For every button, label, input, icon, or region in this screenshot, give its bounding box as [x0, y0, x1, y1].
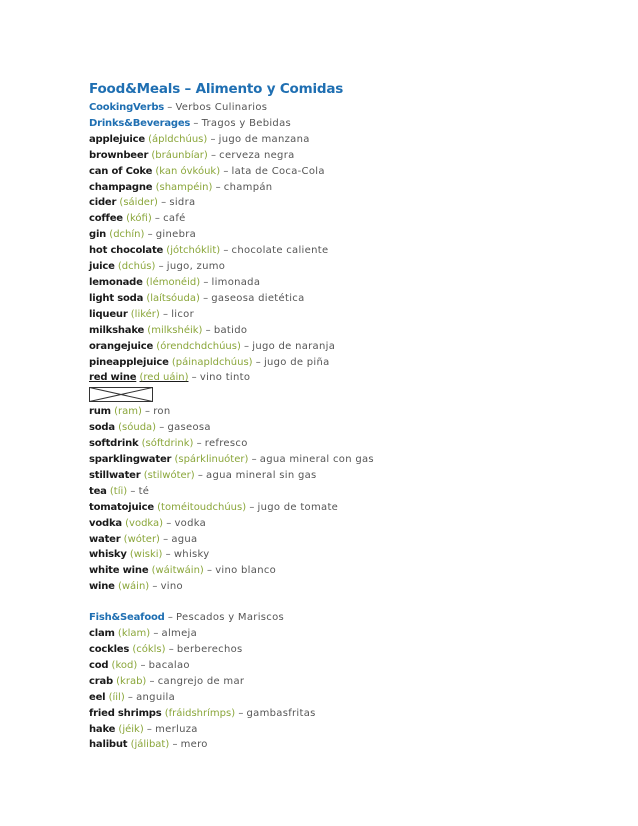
vocab-entry: [89, 227, 609, 243]
vocab-entry: [89, 563, 609, 579]
separator: –: [223, 165, 229, 177]
vocab-translation: vino: [160, 581, 183, 593]
separator: –: [167, 102, 173, 113]
vocab-translation: sidra: [169, 197, 196, 209]
separator: –: [197, 469, 203, 481]
vocab-translation: limonada: [211, 276, 261, 288]
vocab-term: orangejuice: [89, 340, 154, 352]
vocab-pronunciation: (órendchdchúus): [156, 340, 241, 352]
vocab-term: rum: [89, 406, 111, 418]
vocab-translation: almeja: [161, 628, 198, 640]
section-translation: Verbos Culinarios: [175, 102, 268, 113]
vocab-translation: gambasfritas: [246, 707, 316, 719]
vocab-translation: vino tinto: [199, 372, 251, 384]
vocab-entry: [89, 180, 609, 196]
separator: –: [165, 549, 171, 561]
vocab-term: white wine: [89, 565, 149, 577]
vocab-pronunciation: (páinapldchúus): [171, 356, 253, 368]
vocab-pronunciation: (jéik): [118, 723, 144, 735]
separator: –: [203, 292, 209, 304]
vocab-translation: berberechos: [176, 644, 243, 655]
separator: –: [147, 229, 153, 241]
vocab-entry: [89, 195, 609, 211]
separator: –: [149, 675, 155, 687]
vocab-term: soda: [89, 422, 115, 434]
vocab-pronunciation: (kan óvkóuk): [155, 165, 221, 177]
vocab-entry: [89, 148, 609, 164]
separator: –: [210, 149, 216, 161]
vocab-entry: [89, 355, 609, 371]
separator: –: [153, 628, 159, 640]
vocab-pronunciation: (dchín): [109, 229, 145, 241]
vocab-translation: agua mineral sin gas: [206, 469, 317, 481]
vocab-term: water: [89, 533, 121, 545]
vocab-term: milkshake: [89, 324, 145, 336]
vocab-entry: [89, 706, 609, 722]
fish-list: [89, 626, 609, 753]
separator: –: [238, 707, 244, 719]
vocab-term: stillwater: [89, 469, 141, 481]
vocab-entry: [89, 164, 609, 180]
vocab-translation: gaseosa dietética: [211, 292, 305, 304]
vocab-term: cockles: [89, 644, 130, 655]
separator: –: [191, 372, 197, 384]
vocab-translation: vino blanco: [215, 565, 277, 577]
separator: –: [140, 659, 146, 671]
vocab-term: champagne: [89, 181, 153, 193]
vocab-pronunciation: (dchús): [117, 261, 156, 273]
vocab-pronunciation: (fráidshrímps): [164, 707, 236, 719]
vocab-entry: [89, 404, 609, 420]
section-fish-seafood[interactable]: [89, 610, 609, 626]
vocab-translation: bacalao: [148, 659, 190, 671]
separator: –: [210, 133, 216, 145]
vocab-term: gin: [89, 229, 107, 241]
vocab-pronunciation: (tíi): [109, 485, 128, 497]
vocab-entry: [89, 259, 609, 275]
separator: –: [166, 517, 172, 529]
vocab-term: can of Coke: [89, 165, 153, 177]
vocab-pronunciation: (kófi): [126, 213, 152, 225]
vocab-term: juice: [89, 261, 115, 273]
section-translation: Tragos y Bebidas: [201, 117, 292, 129]
vocab-pronunciation: (wáitwáin): [151, 565, 204, 577]
vocab-entry: [89, 500, 609, 516]
vocab-entry: [89, 532, 609, 548]
vocab-term: tea: [89, 485, 107, 497]
section-term: Drinks&Beverages: [89, 117, 191, 129]
vocab-translation: jugo de manzana: [218, 133, 310, 145]
vocab-translation: cangrejo de mar: [157, 675, 245, 687]
section-translation: Pescados y Mariscos: [176, 612, 285, 624]
vocab-entry: [89, 339, 609, 355]
vocab-pronunciation: (krab): [116, 675, 147, 687]
vocab-pronunciation: (ápldchúus): [148, 133, 208, 145]
vocab-term: sparklingwater: [89, 454, 172, 466]
vocab-term: tomatojuice: [89, 501, 154, 513]
vocab-term: brownbeer: [89, 149, 149, 161]
vocab-term: softdrink: [89, 438, 139, 450]
separator: –: [168, 644, 174, 655]
vocab-translation: licor: [171, 308, 194, 320]
separator: –: [161, 197, 167, 209]
vocab-pronunciation: (red uáin): [139, 372, 189, 384]
vocab-term: vodka: [89, 517, 122, 529]
vocab-entry: [89, 642, 609, 658]
separator: –: [223, 245, 229, 257]
separator: –: [255, 356, 261, 368]
vocab-pronunciation: (kod): [111, 659, 138, 671]
vocab-translation: refresco: [204, 438, 248, 450]
vocab-pronunciation: (likér): [130, 308, 160, 320]
vocab-pronunciation: (jótchóklit): [166, 245, 221, 257]
vocab-pronunciation: (cókls): [132, 644, 166, 655]
separator: –: [215, 181, 221, 193]
vocab-term: cod: [89, 659, 109, 671]
vocab-translation: jugo de tomate: [257, 501, 339, 513]
vocab-translation: lata de Coca-Cola: [231, 165, 325, 177]
vocab-translation: té: [138, 485, 150, 497]
vocab-translation: agua: [171, 533, 198, 545]
vocab-translation: gaseosa: [167, 422, 211, 434]
vocab-pronunciation: (vodka): [125, 517, 164, 529]
spacer: [89, 595, 609, 610]
page-title: Food&Meals – Alimento y Comidas: [89, 81, 344, 97]
vocab-pronunciation: (shampéin): [155, 181, 213, 193]
vocab-pronunciation: (laítsóuda): [146, 292, 200, 304]
vocab-translation: chocolate caliente: [231, 245, 329, 257]
vocab-pronunciation: (ram): [114, 406, 142, 418]
vocab-entry: [89, 211, 609, 227]
vocab-translation: jugo, zumo: [166, 261, 226, 273]
broken-image-placeholder-icon: [89, 387, 153, 402]
separator: –: [205, 324, 211, 336]
vocab-pronunciation: (wóter): [123, 533, 160, 545]
vocab-pronunciation: (toméitoudchúus): [157, 501, 247, 513]
vocab-translation: champán: [223, 181, 273, 193]
separator: –: [163, 308, 169, 320]
separator: –: [146, 723, 152, 735]
vocab-term: hot chocolate: [89, 245, 164, 257]
separator: –: [127, 691, 133, 703]
vocab-entry: [89, 243, 609, 259]
vocab-translation: merluza: [155, 723, 198, 735]
vocab-entry: [89, 468, 609, 484]
vocab-translation: jugo de piña: [263, 356, 330, 368]
vocab-pronunciation: (spárklinuóter): [174, 454, 249, 466]
vocab-pronunciation: (sóuda): [118, 422, 157, 434]
vocab-pronunciation: (stilwóter): [143, 469, 195, 481]
vocab-term: red wine: [89, 372, 137, 384]
vocab-entry: [89, 674, 609, 690]
separator: –: [163, 533, 169, 545]
vocab-term: pineapplejuice: [89, 356, 169, 368]
vocab-translation: ron: [153, 406, 171, 418]
vocab-term: applejuice: [89, 133, 145, 145]
separator: –: [196, 438, 202, 450]
vocab-translation: ginebra: [155, 229, 197, 241]
vocab-entry: [89, 420, 609, 436]
vocab-entry: [89, 307, 609, 323]
vocab-entry: [89, 436, 609, 452]
vocab-term: crab: [89, 675, 113, 687]
separator: –: [251, 454, 257, 466]
vocab-pronunciation: (íil): [108, 691, 125, 703]
separator: –: [145, 406, 151, 418]
separator: –: [154, 213, 160, 225]
vocab-translation: cerveza negra: [219, 149, 295, 161]
vocab-entry: [89, 275, 609, 291]
separator: –: [193, 117, 199, 129]
section-term: Fish&Seafood: [89, 612, 165, 624]
vocab-term: lemonade: [89, 276, 143, 288]
vocab-term: liqueur: [89, 308, 128, 320]
document-page: [89, 80, 609, 753]
vocab-entry: [89, 484, 609, 500]
vocab-term: light soda: [89, 292, 144, 304]
vocab-pronunciation: (wiski): [129, 549, 163, 561]
separator: –: [152, 581, 158, 593]
vocab-pronunciation: (wáin): [117, 581, 150, 593]
vocab-term: wine: [89, 581, 115, 593]
vocab-entry: [89, 370, 609, 386]
vocab-translation: agua mineral con gas: [259, 454, 374, 466]
vocab-term: eel: [89, 691, 106, 703]
vocab-entry: [89, 291, 609, 307]
vocab-translation: batido: [213, 324, 248, 336]
vocab-translation: whisky: [173, 549, 210, 561]
vocab-entry: [89, 323, 609, 339]
vocab-entry: [89, 722, 609, 738]
vocab-pronunciation: (milkshéik): [147, 324, 203, 336]
vocab-pronunciation: (bráunbíar): [151, 149, 208, 161]
vocab-entry: [89, 452, 609, 468]
vocab-entry: [89, 132, 609, 148]
separator: –: [249, 501, 255, 513]
vocab-term: hake: [89, 723, 116, 735]
separator: –: [159, 422, 165, 434]
drinks-list-continued: [89, 404, 609, 595]
vocab-term: fried shrimps: [89, 707, 162, 719]
separator: –: [172, 739, 178, 751]
vocab-term: whisky: [89, 549, 127, 561]
vocab-entry: [89, 737, 609, 753]
vocab-term: clam: [89, 628, 115, 640]
section-term: CookingVerbs: [89, 102, 165, 113]
vocab-term: cider: [89, 197, 117, 209]
vocab-translation: vodka: [174, 517, 207, 529]
section-cooking-verbs[interactable]: [89, 100, 609, 116]
section-drinks-beverages[interactable]: [89, 116, 609, 132]
separator: –: [207, 565, 213, 577]
vocab-translation: mero: [180, 739, 208, 751]
vocab-pronunciation: (sáider): [119, 197, 158, 209]
vocab-term: coffee: [89, 213, 123, 225]
separator: –: [244, 340, 250, 352]
drinks-list: [89, 132, 609, 387]
separator: –: [130, 485, 136, 497]
vocab-translation: anguila: [136, 691, 176, 703]
vocab-translation: café: [163, 213, 186, 225]
vocab-entry: [89, 579, 609, 595]
vocab-pronunciation: (sóftdrink): [141, 438, 194, 450]
vocab-entry: [89, 690, 609, 706]
vocab-pronunciation: (lémonéid): [145, 276, 201, 288]
separator: –: [167, 612, 173, 624]
vocab-entry: [89, 547, 609, 563]
vocab-entry: [89, 516, 609, 532]
vocab-pronunciation: (jálibat): [130, 739, 170, 751]
vocab-entry: [89, 658, 609, 674]
vocab-entry: [89, 626, 609, 642]
vocab-term: halibut: [89, 739, 128, 751]
separator: –: [203, 276, 209, 288]
separator: –: [158, 261, 164, 273]
vocab-translation: jugo de naranja: [252, 340, 336, 352]
vocab-pronunciation: (klam): [117, 628, 151, 640]
